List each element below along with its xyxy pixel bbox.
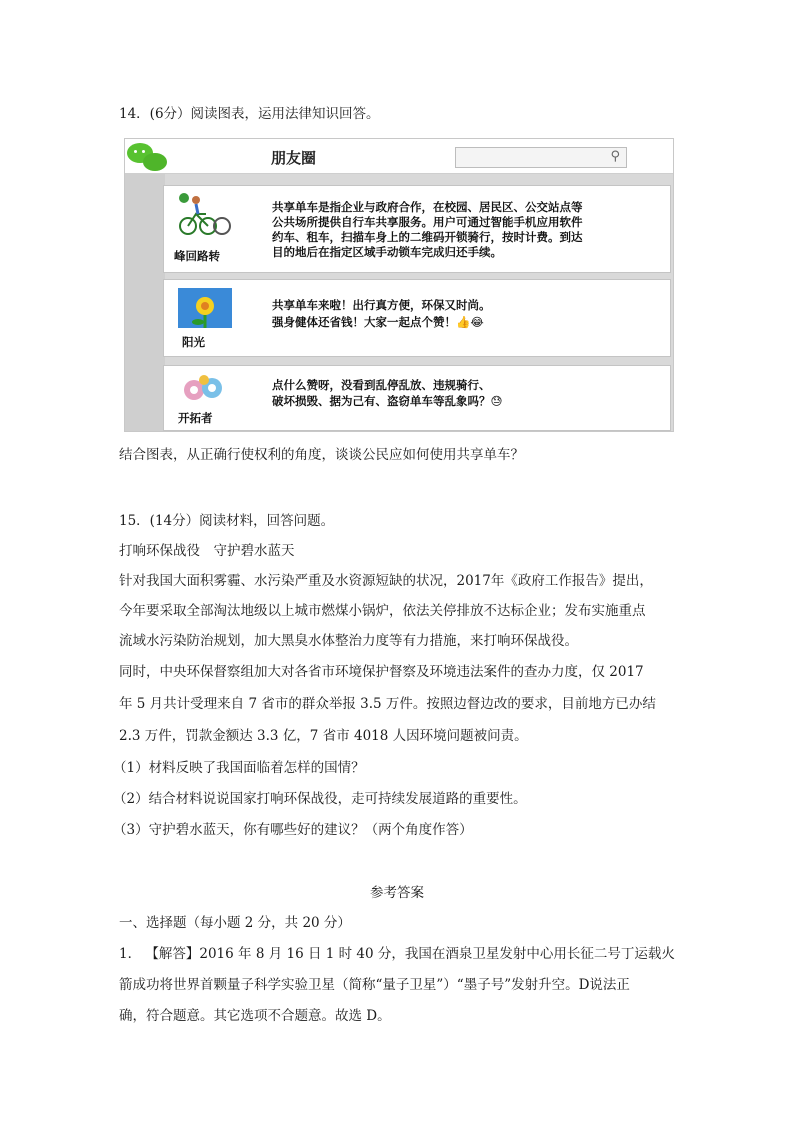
post-text-line: 共享单车是指企业与政府合作，在校园、居民区、公交站点等 xyxy=(272,200,583,214)
post-text-line: 点什么赞呀，没看到乱停乱放、违规骑行、 xyxy=(272,378,491,392)
flower-avatar-icon xyxy=(176,286,234,330)
bicycle-avatar-icon xyxy=(176,192,234,236)
post-text-line: 约车、租车，扫描车身上的二维码开锁骑行，按时计费。到达 xyxy=(272,230,583,244)
moments-post xyxy=(163,365,671,431)
search-icon: ⚲ xyxy=(610,149,620,164)
material-paragraph-line: 同时，中央环保督察组加大对各省市环境保护督察及环境违法案件的查办力度，仅 2017 xyxy=(119,664,644,680)
post-text-line: 破坏损毁、据为己有、盗窃单车等乱象吗？😓 xyxy=(272,394,503,408)
answers-title: 参考答案 xyxy=(370,885,424,901)
post-text-line: 共享单车来啦！出行真方便，环保又时尚。 xyxy=(272,298,491,312)
answer-line: 箭成功将世界首颗量子科学实验卫星（简称“量子卫星”）“墨子号”发射升空。D说法正 xyxy=(119,977,630,993)
sub-question: （2）结合材料说说国家打响环保战役，走可持续发展道路的重要性。 xyxy=(113,791,527,807)
question-15-heading: 15．(14分）阅读材料，回答问题。 xyxy=(119,513,335,529)
material-paragraph-line: 2.3 万件，罚款金额达 3.3 亿，7 省市 4018 人因环境问题被问责。 xyxy=(119,728,528,744)
moments-search-input xyxy=(455,147,627,168)
post-user-name: 阳光 xyxy=(182,335,205,349)
question-14-heading: 14．(6分）阅读图表，运用法律知识回答。 xyxy=(119,106,380,122)
moments-post xyxy=(163,185,671,273)
moments-title: 朋友圈 xyxy=(271,149,317,167)
post-user-name: 开拓者 xyxy=(178,411,213,425)
material-title: 打响环保战役 守护碧水蓝天 xyxy=(119,543,295,559)
post-text-line: 公共场所提供自行车共享服务。用户可通过智能手机应用软件 xyxy=(272,215,583,229)
sub-question: （3）守护碧水蓝天，你有哪些好的建议？（两个角度作答） xyxy=(113,822,473,838)
material-paragraph-line: 年 5 月共计受理来自 7 省市的群众举报 3.5 万件。按照边督边改的要求，目前地方已办结 xyxy=(119,696,656,712)
post-user-name: 峰回路转 xyxy=(174,249,220,263)
wechat-logo-icon xyxy=(127,143,169,173)
moments-header xyxy=(125,139,673,174)
sub-question: （1）材料反映了我国面临着怎样的国情？ xyxy=(113,760,365,776)
post-text-line: 目的地后在指定区域手动锁车完成归还手续。 xyxy=(272,245,502,259)
question-14-prompt: 结合图表，从正确行使权利的角度，谈谈公民应如何使用共享单车？ xyxy=(119,447,524,463)
answer-line: 1． 【解答】2016 年 8 月 16 日 1 时 40 分，我国在酒泉卫星发射中心用长征二号丁运载火 xyxy=(119,946,675,962)
answer-line: 确，符合题意。其它选项不合题意。故选 D。 xyxy=(119,1008,391,1024)
material-paragraph-line: 针对我国大面积雾霾、水污染严重及水资源短缺的状况，2017年《政府工作报告》提出， xyxy=(119,573,653,589)
donut-avatar-icon xyxy=(176,372,234,406)
moments-post xyxy=(163,279,671,357)
material-paragraph-line: 流域水污染防治规划，加大黑臭水体整治力度等有力措施，来打响环保战役。 xyxy=(119,633,578,649)
material-paragraph-line: 今年要采取全部淘汰地级以上城市燃煤小锅炉，依法关停排放不达标企业；发布实施重点 xyxy=(119,603,646,619)
answers-section-heading: 一、选择题（每小题 2 分，共 20 分） xyxy=(119,915,351,931)
wechat-moments-figure xyxy=(124,138,674,432)
post-text-line: 强身健体还省钱！大家一起点个赞！👍😂 xyxy=(272,315,484,329)
